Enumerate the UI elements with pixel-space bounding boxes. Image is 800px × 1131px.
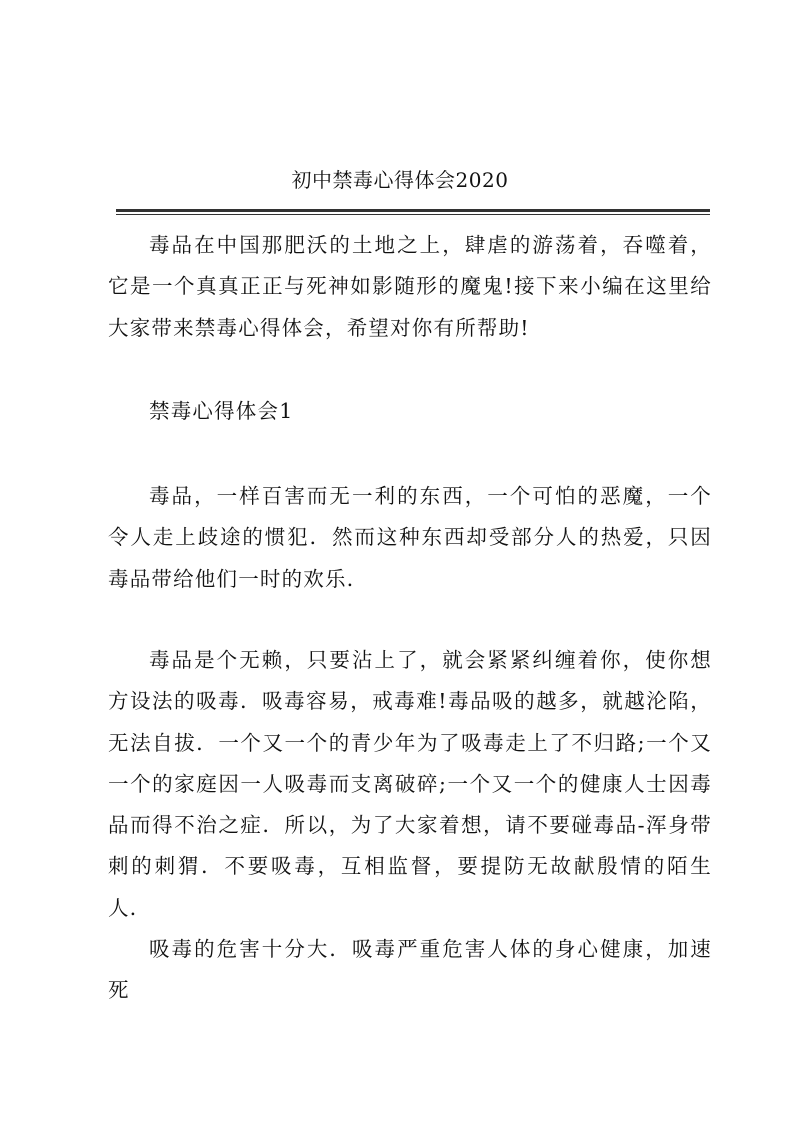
body-paragraph: 毒品，一样百害而无一利的东西，一个可怕的恶魔，一个令人走上歧途的惯犯．然而这种东西却受部分人的热爱，只因毒品带给他们一时的欢乐． [108, 484, 712, 591]
section-heading: 禁毒心得体会1 [149, 399, 294, 423]
body-paragraph: 毒品是个无赖，只要沾上了，就会紧紧纠缠着你，使你想方设法的吸毒．吸毒容易，戒毒难!毒品吸的越多，就越沦陷，无法自拔．一个又一个的青少年为了吸毒走上了不归路;一个又一个的家庭因一人吸毒而支离破碎;一个又一个的健康人士因毒品而得不治之症．所以，为了大家着想，请不要碰毒品-浑身带刺的刺猬．不要吸毒，互相监督，要提防无故献殷情的陌生人． [108, 648, 712, 920]
document-title: 初中禁毒心得体会2020 [291, 168, 509, 192]
title-divider [116, 209, 710, 212]
body-paragraph: 吸毒的危害十分大．吸毒严重危害人体的身心健康，加速死 [108, 937, 712, 1003]
intro-paragraph: 毒品在中国那肥沃的土地之上，肆虐的游荡着，吞噬着，它是一个真真正正与死神如影随形的魔鬼!接下来小编在这里给大家带来禁毒心得体会，希望对你有所帮助! [108, 233, 712, 340]
